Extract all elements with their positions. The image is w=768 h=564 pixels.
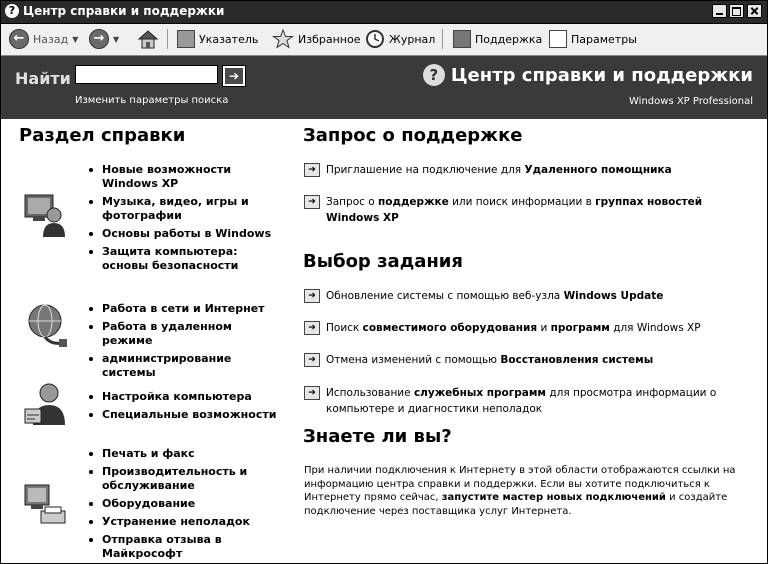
list-item[interactable]: Настройка компьютера: [87, 390, 282, 404]
minimize-button[interactable]: [712, 4, 727, 18]
chevron-down-icon[interactable]: ▼: [113, 34, 120, 44]
task-link-windows-update[interactable]: ➔ Обновление системы с помощью веб-узла Windows Update: [304, 288, 749, 304]
checklist-icon: [549, 30, 567, 48]
list-item[interactable]: администрирование системы: [87, 352, 282, 380]
help-icon: ?: [5, 4, 19, 18]
computer-user-icon: [21, 191, 69, 239]
list-item[interactable]: Основы работы в Windows: [87, 227, 282, 241]
new-connection-wizard-link[interactable]: запустите мастер новых подключений: [441, 492, 666, 503]
help-topics-heading: Раздел справки: [19, 125, 186, 146]
star-icon: [272, 29, 294, 49]
home-icon: [137, 29, 159, 49]
toolbar-separator: [167, 29, 168, 49]
search-input[interactable]: [75, 65, 218, 84]
list-item[interactable]: Отправка отзыва в Майкрософт: [87, 533, 282, 561]
list-item[interactable]: Специальные возможности: [87, 408, 282, 422]
maximize-button[interactable]: [729, 4, 744, 18]
task-link-system-restore[interactable]: ➔ Отмена изменений с помощью Восстановления системы: [304, 352, 749, 368]
help-icon: ?: [423, 64, 445, 86]
clock-icon: [365, 29, 385, 49]
back-button[interactable]: ← Назад ▼: [9, 28, 78, 50]
topics-group-2: [87, 302, 282, 384]
list-item[interactable]: Музыка, видео, игры и фотографии: [87, 195, 282, 223]
arrow-right-icon: ➔: [304, 386, 320, 400]
back-arrow-icon: ←: [9, 29, 29, 49]
toolbar-separator: [442, 29, 443, 49]
favorites-button[interactable]: Избранное: [272, 28, 360, 50]
options-button[interactable]: Параметры: [549, 28, 637, 50]
topics-group-4: [87, 447, 282, 564]
list-item[interactable]: Устранение неполадок: [87, 515, 282, 529]
forward-arrow-icon: →: [89, 29, 109, 49]
task-link-compatibility[interactable]: ➔ Поиск совместимого оборудования и программ для Windows XP: [304, 320, 749, 336]
task-link-tools[interactable]: ➔ Использование служебных программ для просмотра информации о компьютере и диагностики неполадок: [304, 385, 749, 417]
did-you-know-heading: Знаете ли вы?: [303, 426, 452, 447]
task-link-remote-assistance[interactable]: ➔ Приглашение на подключение для Удаленного помощника: [304, 162, 749, 178]
printer-computer-icon: [21, 479, 69, 527]
did-you-know-text: При наличии подключения к Интернету в этой области отображаются ссылки на информацию центра справки и поддержки. Если вы хотите подключиться к Интернету прямо сейчас, запустите мастер новых подключений и создайте подключение через поставщика услуг Интернета.: [304, 465, 736, 517]
title-bar[interactable]: [1, 1, 767, 24]
page-title: ? Центр справки и поддержки: [423, 64, 753, 86]
history-button[interactable]: Журнал: [365, 28, 435, 50]
search-options-link[interactable]: Изменить параметры поиска: [75, 95, 229, 106]
user-settings-icon: [21, 379, 69, 427]
search-go-button[interactable]: [222, 65, 246, 87]
arrow-right-icon: ➔: [304, 321, 320, 335]
book-icon: [177, 30, 195, 48]
tasks-heading: Выбор задания: [303, 251, 463, 272]
list-item[interactable]: Производительность и обслуживание: [87, 465, 282, 493]
arrow-right-icon: ➔: [304, 163, 320, 177]
support-icon: [453, 30, 471, 48]
topics-group-1: [87, 163, 282, 277]
toolbar: [1, 24, 767, 56]
arrow-right-icon: ➔: [304, 195, 320, 209]
edition-label: Windows XP Professional: [629, 96, 753, 107]
index-button[interactable]: Указатель: [177, 28, 258, 50]
forward-button[interactable]: [89, 28, 119, 50]
list-item[interactable]: Защита компьютера: основы безопасности: [87, 245, 282, 273]
list-item[interactable]: Новые возможности Windows XP: [87, 163, 282, 191]
list-item[interactable]: Работа в сети и Интернет: [87, 302, 282, 316]
search-header: [1, 56, 767, 119]
arrow-right-icon: ➔: [304, 289, 320, 303]
arrow-right-icon: ➔: [304, 353, 320, 367]
list-item[interactable]: Печать и факс: [87, 447, 282, 461]
support-heading: Запрос о поддержке: [303, 125, 523, 146]
arrow-right-icon: ➔: [225, 68, 243, 84]
topics-group-3: [87, 390, 282, 426]
globe-network-icon: [21, 301, 69, 349]
chevron-down-icon[interactable]: ▼: [72, 34, 79, 44]
close-button[interactable]: [747, 4, 762, 18]
find-label: Найти: [15, 69, 71, 88]
window-title: Центр справки и поддержки: [23, 4, 225, 18]
task-link-support-request[interactable]: ➔ Запрос о поддержке или поиск информации в группах новостей Windows XP: [304, 194, 749, 226]
list-item[interactable]: Оборудование: [87, 497, 282, 511]
list-item[interactable]: Работа в удаленном режиме: [87, 320, 282, 348]
support-button[interactable]: Поддержка: [453, 28, 542, 50]
home-button[interactable]: [137, 28, 159, 50]
